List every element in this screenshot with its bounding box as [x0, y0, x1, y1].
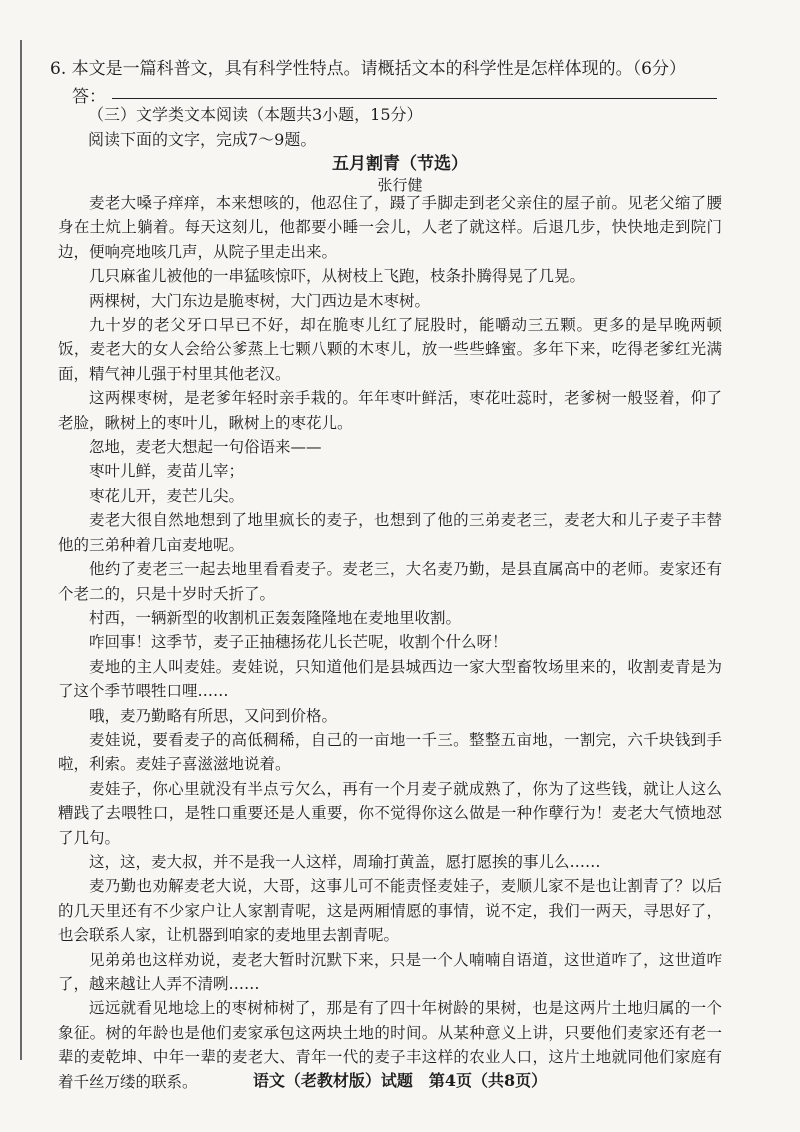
paragraph: 麦地的主人叫麦娃。麦娃说，只知道他们是县城西边一家大型畜牧场里来的，收割麦青是为了这个季节喂牲口哩……: [58, 657, 722, 701]
paragraph: 忽地，麦老大想起一句俗语来——: [89, 438, 322, 457]
paragraph: 咋回事！这季节，麦子正抽穗扬花儿长芒呢，收割个什么呀！: [89, 633, 508, 652]
paragraph: 这两棵枣树，是老爹年轻时亲手栽的。年年枣叶鲜活，枣花吐蕊时，老爹树一般竖着，仰了老脸，瞅树上的枣叶儿，瞅树上的枣花儿。: [58, 389, 722, 432]
paragraph: 见弟弟也这样劝说，麦老大暂时沉默下来，只是一个人喃喃自语道，这世道咋了，这世道咋了，越来越让人弄不清咧……: [58, 950, 722, 993]
article-author: 张行健: [377, 176, 423, 194]
paragraph: 两棵树，大门东边是脆枣树，大门西边是木枣树。: [89, 291, 431, 310]
paragraph: 几只麻雀儿被他的一串猛咳惊吓，从树枝上飞跑，枝条扑腾得晃了几晃。: [89, 267, 586, 286]
paragraph: 麦娃子，你心里就没有半点亏欠么，再有一个月麦子就成熟了，你为了这些钱，就让人这么糟践了去喂牲口，是牲口重要还是人重要，你不觉得你这么做是一种作孽行为！麦老大气愤地怼了几句。: [58, 779, 722, 847]
page-footer: 语文（老教材版）试题 第4页（共8页）: [252, 1071, 548, 1090]
answer-line[interactable]: [112, 98, 717, 99]
section-title: （三）文学类文本阅读（本题共3小题，15分）: [88, 105, 423, 124]
paragraph: 他约了麦老三一起去地里看看麦子。麦老三，大名麦乃勤，是县直属高中的老师。麦家还有个老二的，只是十岁时夭折了。: [58, 560, 722, 603]
paragraph: 麦老大很自然地想到了地里疯长的麦子，也想到了他的三弟麦老三，麦老大和儿子麦子丰替他的三弟种着几亩麦地呢。: [58, 511, 722, 554]
paragraph: 麦老大嗓子痒痒，本来想咳的，他忍住了，蹑了手脚走到老父亲住的屋子前。见老父缩了腰身在土炕上躺着。每天这刻儿，他都要小睡一会儿，人老了就这样。后退几步，快快地走到院门边，便响亮地咳几声，从院子里走出来。: [58, 194, 722, 261]
paragraph: 麦乃勤也劝解麦老大说，大哥，这事儿可不能责怪麦娃子，麦顺儿家不是也让割青了？以后的几天里还有不少家户让人家割青呢，这是两厢情愿的事情，说不定，我们一两天，寻思好了，也会联系人家，让机器到咱家的麦地里去割青呢。: [58, 877, 722, 945]
article-title: 五月割青（节选）: [332, 154, 468, 174]
reading-instructions: 阅读下面的文字，完成7～9题。: [88, 130, 317, 149]
paragraph: 枣花儿开，麦芒儿尖。: [89, 486, 245, 505]
paragraph: 这，这，麦大叔，并不是我一人这样，周瑜打黄盖，愿打愿挨的事儿么……: [89, 852, 601, 871]
article-body: [58, 191, 722, 1094]
paragraph: 村西，一辆新型的收割机正轰轰隆隆地在麦地里收割。: [89, 608, 462, 627]
paragraph: 九十岁的老父牙口早已不好，却在脆枣儿红了屁股时，能嚼动三五颗。更多的是早晚两顿饭，麦老大的女人会给公爹蒸上七颗八颗的木枣儿，放一些些蜂蜜。多年下来，吃得老爹红光满面，精气神儿强于村里其他老汉。: [58, 316, 722, 383]
question-6: 6. 本文是一篇科普文，具有科学性特点。请概括文本的科学性是怎样体现的。（6分）: [50, 59, 686, 79]
paragraph: 麦娃说，要看麦子的高低稠稀，自己的一亩地一千三。整整五亩地，一割完，六千块钱到手啦，利索。麦娃子喜滋滋地说着。: [58, 730, 722, 774]
paragraph: 哦，麦乃勤略有所思，又问到价格。: [89, 706, 338, 725]
paragraph: 远远就看见地埝上的枣树柿树了，那是有了四十年树龄的果树，也是这两片土地归属的一个象征。树的年龄也是他们麦家承包这两块土地的时间。从某种意义上讲，只要他们麦家还有老一辈的麦乾坤、中年一辈的麦老大、青年一代的麦子丰这样的农业人口，这片土地就同他们家庭有着千丝万缕的联系。: [58, 999, 722, 1091]
answer-label: 答：: [72, 87, 106, 107]
paragraph: 枣叶儿鲜，麦苗儿宰；: [89, 462, 245, 481]
